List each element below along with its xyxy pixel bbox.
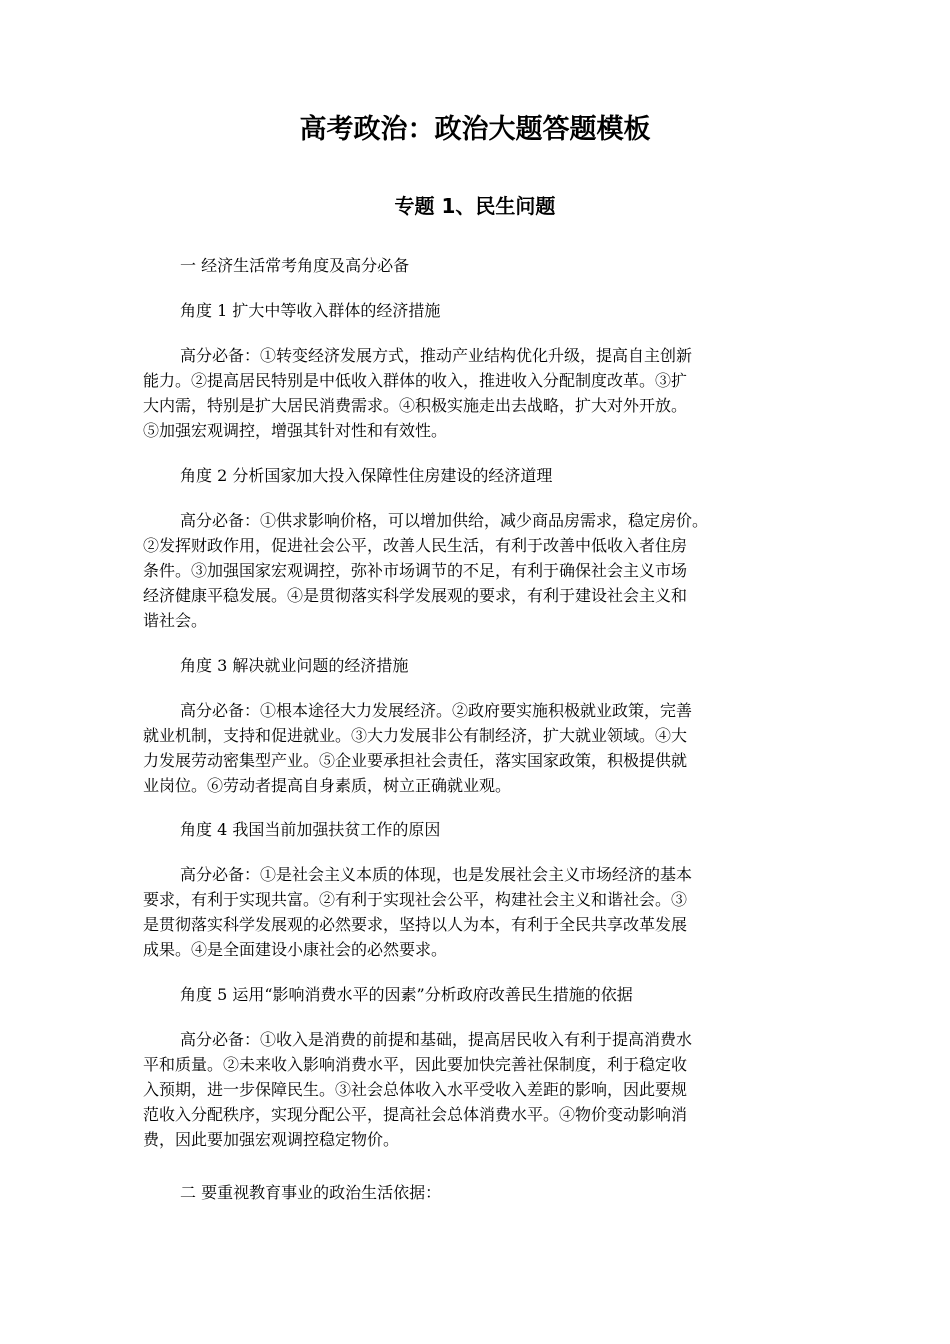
paragraph-line: 就业机制，支持和促进就业。③大力发展非公有制经济，扩大就业领域。④大 xyxy=(143,726,688,745)
angle-3-heading: 角度 3 解决就业问题的经济措施 xyxy=(180,656,409,675)
paragraph-line: ②发挥财政作用，促进社会公平，改善人民生活，有利于改善中低收入者住房 xyxy=(143,536,688,555)
paragraph-line: 是贯彻落实科学发展观的必然要求，坚持以人为本，有利于全民共享改革发展 xyxy=(143,915,688,934)
paragraph-line: 业岗位。⑥劳动者提高自身素质，树立正确就业观。 xyxy=(143,776,512,795)
paragraph-line: 成果。④是全面建设小康社会的必然要求。 xyxy=(143,940,448,959)
angle-5-heading: 角度 5 运用“影响消费水平的因素”分析政府改善民生措施的依据 xyxy=(180,985,633,1004)
paragraph-line: ⑤加强宏观调控，增强其针对性和有效性。 xyxy=(143,421,448,440)
angle-1-heading: 角度 1 扩大中等收入群体的经济措施 xyxy=(180,301,441,320)
angle-5-body xyxy=(143,1027,807,1152)
section-heading-2: 二 要重视教育事业的政治生活依据： xyxy=(180,1183,442,1202)
paragraph-line: 谐社会。 xyxy=(143,611,208,630)
paragraph-line: 高分必备：①根本途径大力发展经济。②政府要实施积极就业政策，完善 xyxy=(180,701,693,720)
paragraph-line: 高分必备：①收入是消费的前提和基础，提高居民收入有利于提高消费水 xyxy=(180,1030,693,1049)
paragraph-line: 经济健康平稳发展。④是贯彻落实科学发展观的要求，有利于建设社会主义和 xyxy=(143,586,688,605)
paragraph-line: 费，因此要加强宏观调控稳定物价。 xyxy=(143,1130,400,1149)
paragraph-line: 平和质量。②未来收入影响消费水平，因此要加快完善社保制度，利于稳定收 xyxy=(143,1055,688,1074)
section-heading-1: 一 经济生活常考角度及高分必备 xyxy=(180,256,410,275)
paragraph-line: 高分必备：①转变经济发展方式，推动产业结构优化升级，提高自主创新 xyxy=(180,346,693,365)
angle-4-heading: 角度 4 我国当前加强扶贫工作的原因 xyxy=(180,820,441,839)
paragraph-line: 条件。③加强国家宏观调控，弥补市场调节的不足，有利于确保社会主义市场 xyxy=(143,561,688,580)
paragraph-line: 高分必备：①是社会主义本质的体现，也是发展社会主义市场经济的基本 xyxy=(180,865,693,884)
paragraph-line: 入预期，进一步保障民生。③社会总体收入水平受收入差距的影响，因此要规 xyxy=(143,1080,688,1099)
paragraph-line: 大内需，特别是扩大居民消费需求。④积极实施走出去战略，扩大对外开放。 xyxy=(143,396,688,415)
paragraph-line: 范收入分配秩序，实现分配公平，提高社会总体消费水平。④物价变动影响消 xyxy=(143,1105,688,1124)
document-title: 高考政治：政治大题答题模板 xyxy=(299,114,651,145)
angle-1-body xyxy=(143,343,807,443)
paragraph-line: 力发展劳动密集型产业。⑤企业要承担社会责任，落实国家政策，积极提供就 xyxy=(143,751,688,770)
paragraph-line: 能力。②提高居民特别是中低收入群体的收入，推进收入分配制度改革。③扩 xyxy=(143,371,688,390)
topic-heading: 专题 1、民生问题 xyxy=(394,194,556,218)
paragraph-line: 要求，有利于实现共富。②有利于实现社会公平，构建社会主义和谐社会。③ xyxy=(143,890,688,909)
paragraph-line: 高分必备：①供求影响价格，可以增加供给，减少商品房需求，稳定房价。 xyxy=(180,511,709,530)
angle-2-body xyxy=(143,508,807,633)
angle-2-heading: 角度 2 分析国家加大投入保障性住房建设的经济道理 xyxy=(180,466,553,485)
angle-3-body xyxy=(143,698,807,798)
angle-4-body xyxy=(143,862,807,962)
